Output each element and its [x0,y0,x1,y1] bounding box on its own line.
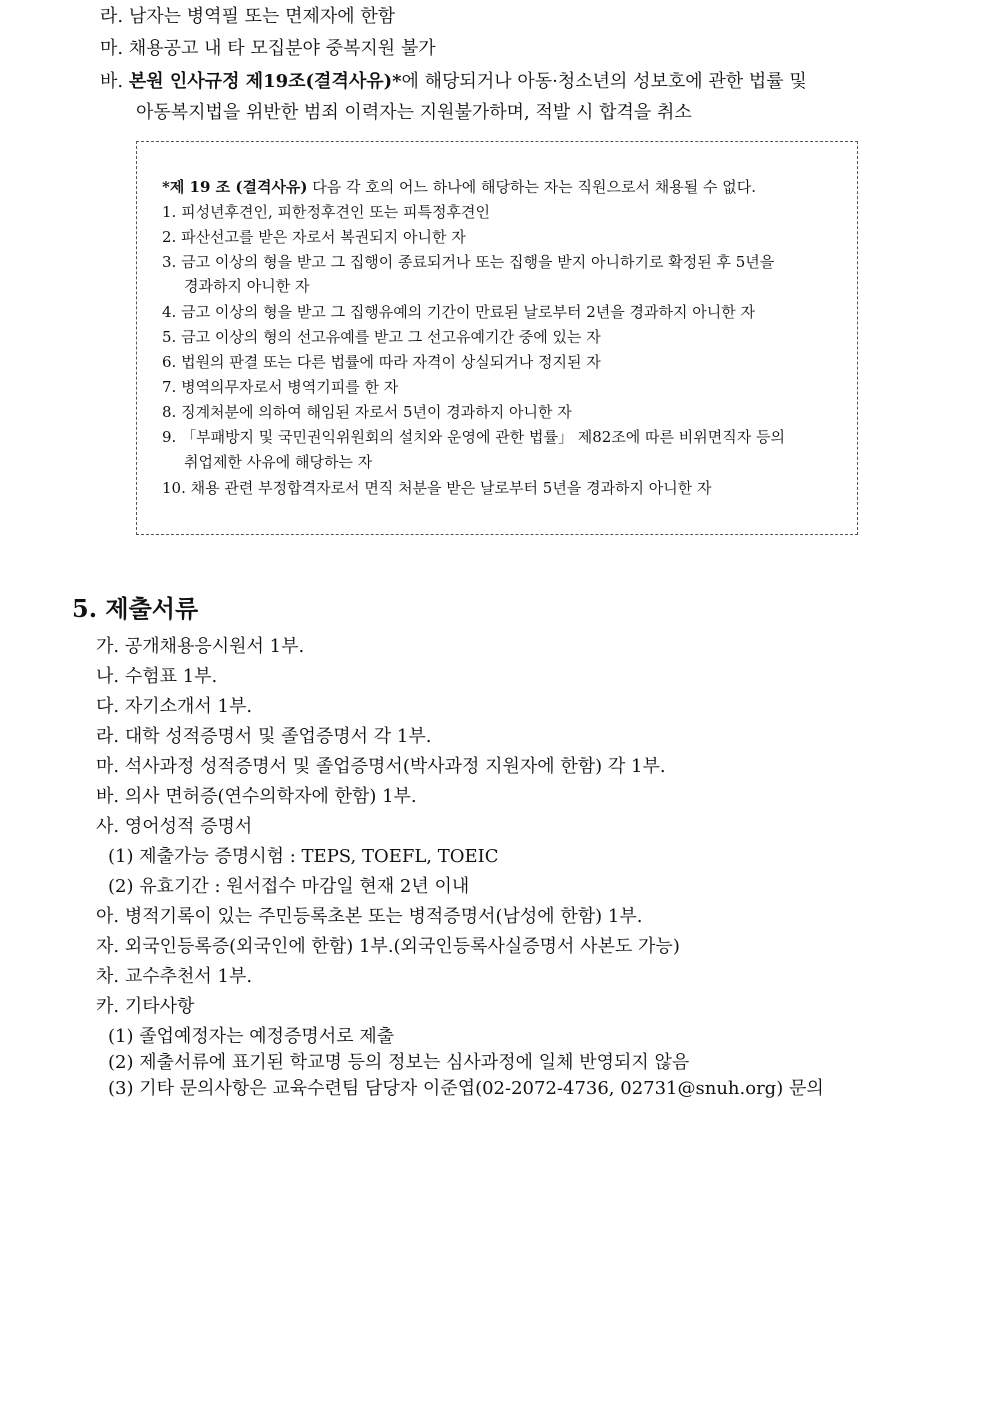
document-subitem: (3) 기타 문의사항은 교육수련팀 담당자 이준엽(02-2072-4736, 02731@snuh.org) 문의 [108,1078,824,1099]
document-item: 카. 기타사항 [96,996,195,1017]
item-ra [100,5,395,29]
regulation-item: 3. 금고 이상의 형을 받고 그 집행이 종료되거나 또는 집행을 받지 아니하기로 확정된 후 5년을 [162,253,775,271]
document-item: 아. 병적기록이 있는 주민등록초본 또는 병적증명서(남성에 한함) 1부. [96,906,643,927]
document-subitem: (2) 유효기간 : 원서접수 마감일 현재 2년 이내 [108,876,470,897]
item-ma [100,37,436,61]
item-ba-continued: 아동복지법을 위반한 범죄 이력자는 지원불가하며, 적발 시 합격을 취소 [136,102,692,123]
item-text: 남자는 병역필 또는 면제자에 한함 [128,6,396,27]
document-item: 차. 교수추천서 1부. [96,966,253,987]
item-marker: 바. [100,71,124,92]
document-subitem: (1) 제출가능 증명시험 : TEPS, TOEFL, TOEIC [108,846,499,867]
regulation-item: 8. 징계처분에 의하여 해임된 자로서 5년이 경과하지 아니한 자 [162,403,572,421]
document-subitem: (2) 제출서류에 표기된 학교명 등의 정보는 심사과정에 일체 반영되지 않음 [108,1052,690,1073]
document-item: 나. 수험표 1부. [96,666,218,687]
regulation-item: 6. 법원의 판결 또는 다른 법률에 따라 자격이 상실되거나 정지된 자 [162,353,601,371]
regulation-item: 1. 피성년후견인, 피한정후견인 또는 피특정후견인 [162,203,490,221]
regulation-item-continued: 경과하지 아니한 자 [184,277,310,295]
document-item: 자. 외국인등록증(외국인에 한함) 1부.(외국인등록사실증명서 사본도 가능) [96,936,680,957]
item-text: 채용공고 내 타 모집분야 중복지원 불가 [128,38,436,59]
regulation-item: 4. 금고 이상의 형을 받고 그 집행유예의 기간이 만료된 날로부터 2년을 경과하지 아니한 자 [162,303,755,321]
document-item: 가. 공개채용응시원서 1부. [96,636,305,657]
document-item: 바. 의사 면허증(연수의학자에 한함) 1부. [96,786,417,807]
regulation-item: 2. 파산선고를 받은 자로서 복권되지 아니한 자 [162,228,466,246]
regulation-item: 9. 「부패방지 및 국민권익위원회의 설치와 운영에 관한 법률」 제82조에 따른 비위면직자 등의 [162,428,786,446]
document-item: 다. 자기소개서 1부. [96,696,253,717]
regulation-item-continued: 취업제한 사유에 해당하는 자 [184,453,373,471]
document-item: 마. 석사과정 성적증명서 및 졸업증명서(박사과정 지원자에 한함) 각 1부. [96,756,666,777]
document-item: 사. 영어성적 증명서 [96,816,253,837]
regulation-item: 5. 금고 이상의 형의 선고유예를 받고 그 선고유예기간 중에 있는 자 [162,328,601,346]
regulation-title-text: 다음 각 호의 어느 하나에 해당하는 자는 직원으로서 채용될 수 없다. [307,178,756,196]
item-ba [100,70,807,94]
item-text: 에 해당되거나 아동·청소년의 성보호에 관한 법률 및 [401,71,807,92]
document-item: 라. 대학 성적증명서 및 졸업증명서 각 1부. [96,726,432,747]
regulation-title-bold: *제 19 조 (결격사유) [162,178,308,196]
item-marker: 라. [100,6,124,27]
regulation-item: 10. 채용 관련 부정합격자로서 면직 처분을 받은 날로부터 5년을 경과하지 아니한 자 [162,479,712,497]
regulation-item: 7. 병역의무자로서 병역기피를 한 자 [162,378,399,396]
document-subitem: (1) 졸업예정자는 예정증명서로 제출 [108,1026,395,1047]
regulation-title [162,177,756,197]
item-bold-text: 본원 인사규정 제19조(결격사유)* [128,71,402,92]
section-heading: 5. 제출서류 [72,594,199,623]
item-marker: 마. [100,38,124,59]
